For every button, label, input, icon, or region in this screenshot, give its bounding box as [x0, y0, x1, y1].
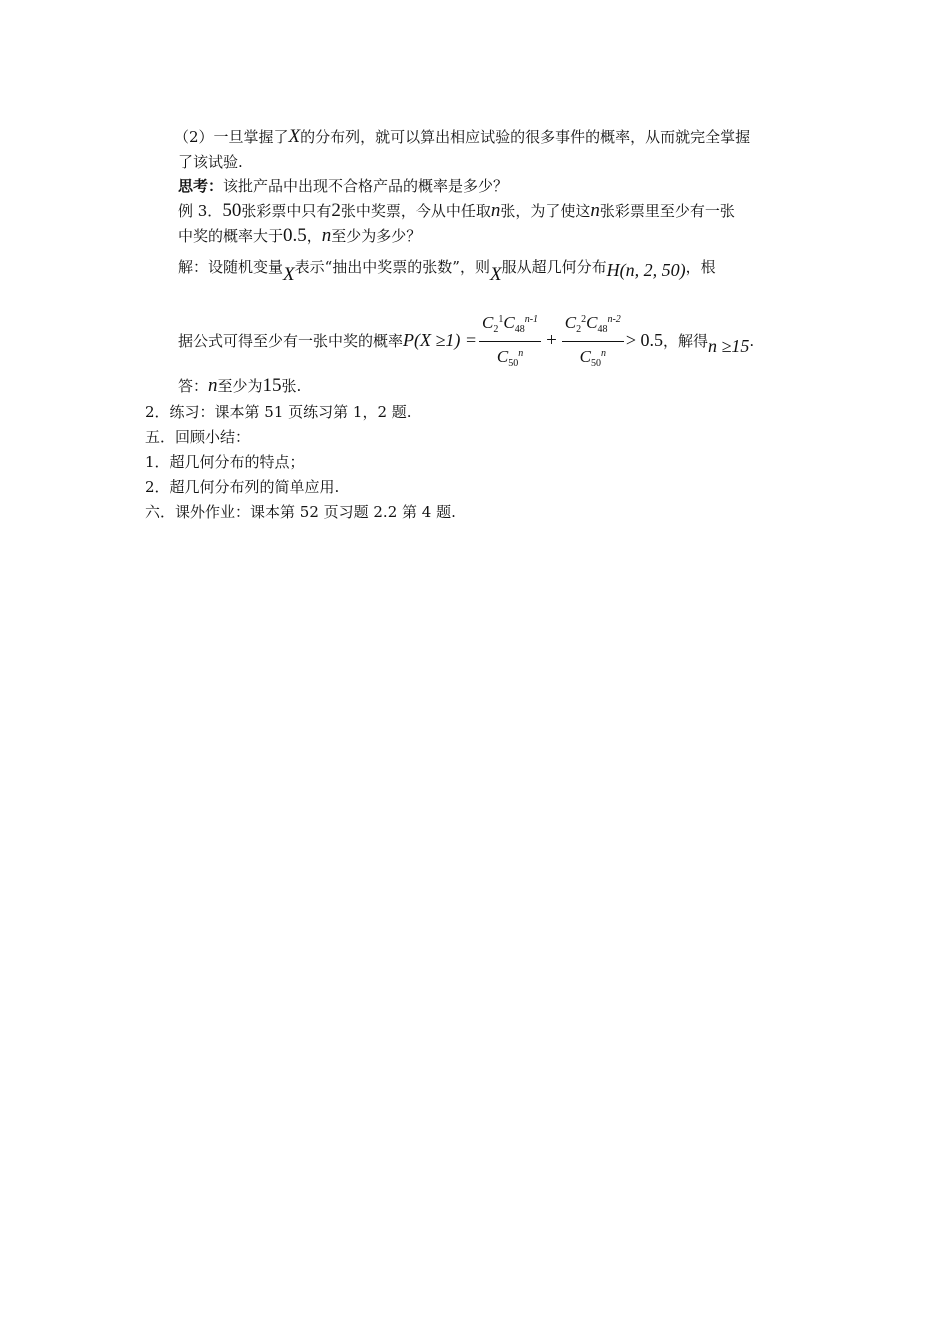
subscript: 2 [493, 324, 499, 335]
para-2-line-1 [174, 127, 750, 147]
subscript: 48 [514, 324, 525, 335]
solution-text: 解：设随机变量 [178, 258, 284, 276]
example-3-text: 张，为了使这 [500, 202, 591, 220]
solution-text: 据公式可得至少有一张中奖的概率 [178, 332, 404, 350]
var-x: X [283, 264, 295, 285]
num-half: 0.5 [283, 225, 307, 246]
hypergeometric-dist: H(n, 2, 50) [606, 260, 686, 280]
para-2-text-start: （2）一旦掌握了 [174, 128, 289, 146]
var-x: X [288, 126, 301, 147]
superscript: n-1 [524, 314, 539, 325]
item-practice: 2．练习：课本第 51 页练习第 1，2 题. [145, 403, 412, 421]
c-symbol: C [579, 347, 591, 366]
subscript: 48 [597, 324, 608, 335]
item-homework: 六．课外作业：课本第 52 页习题 2.2 第 4 题. [145, 503, 456, 521]
num-50: 50 [222, 200, 242, 221]
example-3-text: 张彩票里至少有一张 [599, 202, 735, 220]
example-3-text: 至少为多少？ [331, 227, 422, 245]
item-review-heading: 五．回顾小结： [145, 428, 251, 446]
plus-sign: + [546, 330, 557, 351]
answer-text: 答： [178, 377, 209, 395]
para-2-line-2 [178, 152, 243, 172]
superscript: 2 [581, 314, 587, 325]
num-2: 2 [331, 200, 341, 221]
subscript: 2 [576, 324, 582, 335]
fraction-1 [479, 310, 541, 374]
inequality-rhs: > 0.5 [625, 330, 663, 350]
c-symbol: C [503, 313, 515, 332]
probability-lhs: P(X ≥1) = [403, 330, 478, 350]
var-n: n [590, 200, 600, 221]
superscript: n-2 [607, 314, 621, 325]
solution-text: 表示“抽出中奖票的张数”，则 [294, 258, 490, 276]
example-3-line-1 [178, 201, 735, 221]
think-line [178, 176, 508, 196]
subscript: 50 [590, 358, 601, 369]
c-symbol: C [482, 313, 494, 332]
solution-text: ，解得 [662, 332, 708, 350]
think-label: 思考： [178, 177, 224, 195]
example-3-text: ， [306, 227, 322, 245]
para-2-text-end: 的分布列，就可以算出相应试验的很多事件的概率，从而就完全掌握 [300, 128, 751, 146]
c-symbol: C [564, 313, 577, 332]
superscript: n [600, 348, 606, 359]
answer-text: 至少为 [217, 377, 263, 395]
solution-text: . [749, 332, 755, 350]
example-3-text: 中奖的概率大于 [178, 227, 284, 245]
example-3-text: 张彩票中只有 [241, 202, 332, 220]
superscript: n [518, 348, 524, 359]
item-review-1: 1．超几何分布的特点； [145, 453, 305, 471]
superscript: 1 [498, 314, 504, 325]
example-3-prefix: 例 3． [178, 202, 223, 220]
answer-text: 张. [281, 377, 302, 395]
var-n: n [490, 200, 501, 221]
num-15: 15 [262, 375, 282, 396]
var-x: X [489, 264, 502, 285]
example-3-text: 张中奖票，今从中任取 [340, 202, 491, 220]
example-3-line-2 [178, 226, 421, 246]
solution-text: 服从超几何分布 [501, 258, 607, 276]
result-inequality: n ≥15 [707, 336, 750, 356]
solution-formula-line [178, 310, 755, 369]
var-n: n [208, 375, 218, 396]
solution-line-1 [178, 256, 716, 285]
var-n: n [321, 225, 332, 246]
fraction-2 [562, 310, 624, 374]
c-symbol: C [496, 347, 509, 366]
subscript: 50 [508, 358, 519, 369]
answer-line [178, 376, 301, 396]
solution-text: ，根 [685, 258, 716, 276]
para-2-text-cont: 了该试验. [178, 153, 243, 171]
think-text: 该批产品中出现不合格产品的概率是多少？ [223, 177, 509, 195]
item-review-2: 2．超几何分布列的简单应用. [145, 478, 340, 496]
c-symbol: C [586, 313, 598, 332]
